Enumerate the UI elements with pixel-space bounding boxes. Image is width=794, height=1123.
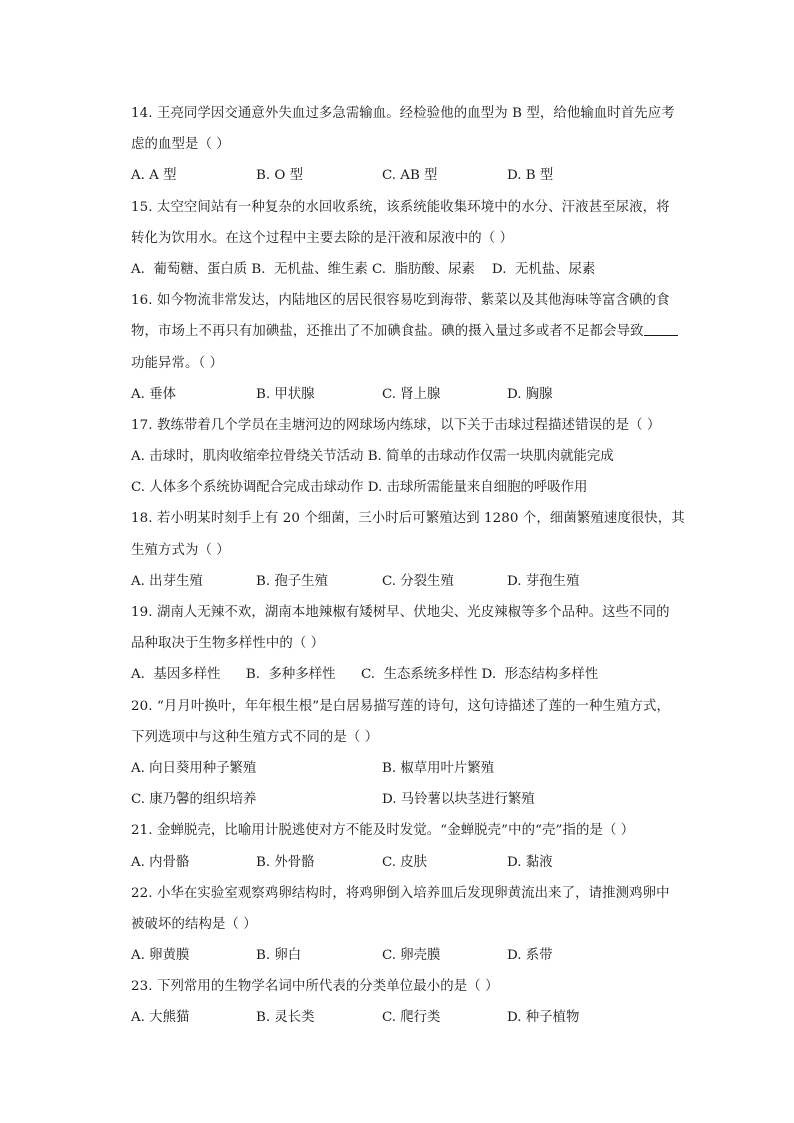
option-d: D. 马铃薯以块茎进行繁殖 (382, 792, 535, 808)
option-a: A. 大熊猫 (131, 1010, 190, 1026)
question-stem-line: 16. 如今物流非常发达，内陆地区的居民很容易吃到海带、紫菜以及其他海味等富含碘的食 (131, 293, 670, 309)
option-a: A. 垂体 (131, 386, 176, 402)
question-stem-line: 17. 教练带着几个学员在圭塘河边的网球场内练球，以下关于击球过程描述错误的是（ ） (131, 417, 661, 433)
question-stem-line: 21. 金蝉脱壳，比喻用计脱逃使对方不能及时发觉。“金蝉脱壳”中的“壳”指的是（ ） (131, 823, 635, 839)
option-d: D. 系带 (507, 948, 553, 964)
question-stem-line: 14. 王亮同学因交通意外失血过多急需输血。经检验他的血型为 B 型，给他输血时首先应考 (131, 106, 675, 121)
option-b: B. 孢子生殖 (256, 573, 328, 589)
option-d: D. 胸腺 (507, 386, 553, 402)
option-b: B. 甲状腺 (256, 386, 315, 402)
question-stem-line: 品种取决于生物多样性中的（ ） (131, 636, 325, 652)
options-row (131, 753, 694, 784)
option-c: C. AB 型 (382, 168, 438, 184)
option-b: B. 卵白 (256, 948, 302, 964)
options-row (131, 160, 694, 191)
question-stem-text: 物，市场上不再只有加碘盐，还推出了不加碘食盐。碘的摄入量过多或者不足都会导致 (131, 324, 644, 340)
question-18 (131, 503, 694, 597)
question-stem-line: 功能异常。（ ） (131, 355, 224, 371)
option-d: D. 种子植物 (507, 1010, 580, 1026)
options-row (131, 940, 694, 971)
options-row (131, 784, 694, 815)
option-c: C. 分裂生殖 (382, 573, 454, 589)
options-row (131, 847, 694, 878)
option-a: A. A 型 (131, 168, 177, 184)
option-d: D. 芽孢生殖 (507, 573, 580, 589)
option-a: A. 出芽生殖 (131, 573, 203, 589)
option-c: C. 康乃馨的组织培养 (131, 792, 257, 808)
question-15 (131, 192, 694, 286)
options-row (131, 379, 694, 410)
question-16 (131, 285, 694, 410)
question-stem-line: 下列选项中与这种生殖方式不同的是（ ） (131, 729, 379, 745)
question-stem-line (131, 316, 694, 347)
question-22 (131, 878, 694, 972)
option-d: D. B 型 (507, 168, 554, 184)
question-23 (131, 971, 694, 1033)
option-b: B. O 型 (256, 168, 303, 184)
option-b: B. 外骨骼 (256, 854, 315, 870)
option-a: A. 向日葵用种子繁殖 (131, 760, 257, 776)
option-c: C. 肾上腺 (382, 386, 441, 402)
question-stem-line: 生殖方式为（ ） (131, 542, 230, 558)
option-c: C. 卵壳膜 (382, 948, 441, 964)
option-b: B. 椒草用叶片繁殖 (382, 760, 495, 776)
question-20 (131, 691, 694, 816)
options-row (131, 1002, 694, 1033)
option-c: C. 爬行类 (382, 1010, 441, 1026)
question-stem-line: 转化为饮用水。在这个过程中主要去除的是汗液和尿液中的（ ） (131, 230, 514, 246)
options-row (131, 566, 694, 597)
question-stem-line: 被破坏的结构是（ ） (131, 916, 257, 932)
options-row: A. 葡萄糖、蛋白质 B. 无机盐、维生素 C. 脂肪酸、尿素 D. 无机盐、尿素 (131, 261, 596, 277)
question-19 (131, 597, 694, 691)
question-21 (131, 815, 694, 877)
option-a: A. 卵黄膜 (131, 948, 190, 964)
options-row: A. 击球时，肌肉收缩牵拉骨绕关节活动 B. 简单的击球动作仅需一块肌肉就能完成 (131, 449, 614, 465)
question-stem-line: 15. 太空空间站有一种复杂的水回收系统，该系统能收集环境中的水分、汗液甚至尿液，将 (131, 199, 670, 215)
option-c: C. 皮肤 (382, 854, 428, 870)
question-stem-line: 22. 小华在实验室观察鸡卵结构时，将鸡卵倒入培养皿后发现卵黄流出来了，请推测鸡卵中 (131, 885, 670, 901)
question-stem-line: 19. 湖南人无辣不欢，湖南本地辣椒有矮树早、伏地尖、光皮辣椒等多个品种。这些不同的 (131, 605, 670, 620)
option-d: D. 黏液 (507, 854, 553, 870)
exam-page (131, 98, 694, 1034)
option-a: A. 内骨骼 (131, 854, 190, 870)
question-stem-line: 20. “月月叶换叶，年年根生根”是白居易描写莲的诗句，这句诗描述了莲的一种生殖方式， (131, 698, 670, 714)
question-stem-line: 23. 下列常用的生物学名词中所代表的分类单位最小的是（ ） (131, 979, 499, 995)
options-row: A. 基因多样性 B. 多种多样性 C. 生态系统多样性 D. 形态结构多样性 (131, 667, 599, 683)
option-b: B. 灵长类 (256, 1010, 315, 1026)
question-14 (131, 98, 694, 192)
question-stem-line: 虑的血型是（ ） (131, 137, 230, 153)
question-stem-line: 18. 若小明某时刻手上有 20 个细菌，三小时后可繁殖达到 1280 个，细菌繁殖速度很快，其 (131, 511, 685, 527)
question-17 (131, 410, 694, 504)
answer-blank (644, 321, 678, 336)
options-row: C. 人体多个系统协调配合完成击球动作 D. 击球所需能量来自细胞的呼吸作用 (131, 480, 588, 496)
